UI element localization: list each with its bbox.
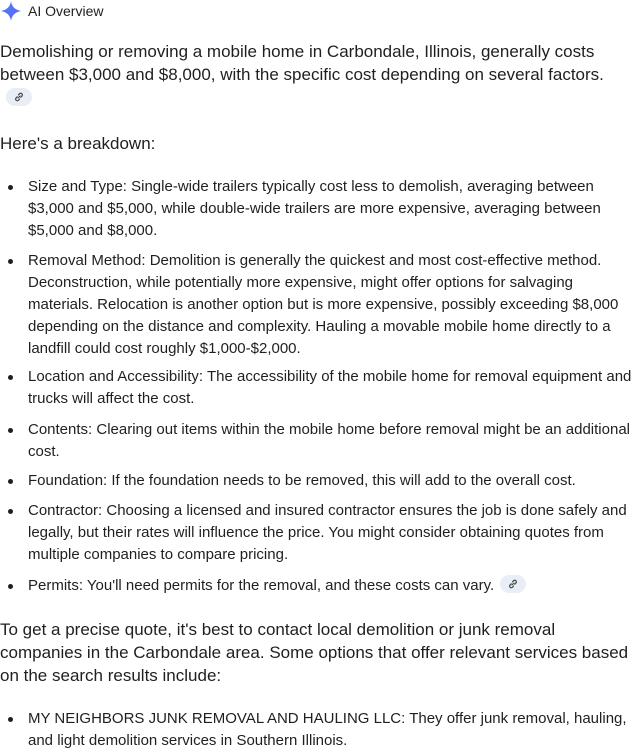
link-icon [13,91,25,103]
source-link-button[interactable] [6,88,32,106]
list-item-text: MY NEIGHBORS JUNK REMOVAL AND HAULING LLC: They offer junk removal, hauling, and light demolition services in Southern Illinois. [28,710,627,749]
closing-paragraph: To get a precise quote, it's best to contact local demolition or junk removal companies in the Carbondale area. Some options that offer relevant services based on the search results include: [0,620,629,685]
list-item-text: Size and Type: Single-wide trailers typically cost less to demolish, averaging between $3,000 and $5,000, while double-wide trailers are more expensive, averaging between $5,000 and $8,000. [28,178,601,239]
intro-text: Demolishing or removing a mobile home in Carbondale, Illinois, generally costs between $3,000 and $8,000, with the specific cost depending on several factors. [0,42,604,84]
list-item-text [28,575,631,597]
breakdown-heading: Here's a breakdown: [0,134,156,153]
ai-overview-header [0,1,103,21]
ai-overview-title: AI Overview [28,3,104,19]
list-item-text: Removal Method: Demolition is generally the quickest and most cost-effective method. Deconstruction, while potentially more expensive, might offer options for salvaging materials. Relocation is another option but is more expensive, possibly exceeding $8,000 depending on the distance and complexity. Hauling a movable mobile home directly to a landfill could cost roughly $1,000-$2,000. [28,252,619,357]
link-icon [507,578,519,590]
permits-text: Permits: You'll need permits for the removal, and these costs can vary. [28,577,495,594]
bullet-dot [8,479,13,484]
sparkle-icon [0,1,22,21]
list-item-text: Contractor: Choosing a licensed and insured contractor ensures the job is done safely and legally, but their rates will influence the price. You might consider obtaining quotes from multiple companies to compare pricing. [28,502,627,563]
list-item-text: Contents: Clearing out items within the mobile home before removal might be an additional cost. [28,421,630,460]
source-link-button[interactable] [500,575,526,593]
bullet-dot [8,428,13,433]
list-item-text: Foundation: If the foundation needs to be removed, this will add to the overall cost. [28,472,576,489]
intro-paragraph [0,40,631,109]
bullet-dot [8,185,13,190]
list-item-text: Location and Accessibility: The accessibility of the mobile home for removal equipment and trucks will affect the cost. [28,368,631,407]
bullet-dot [8,717,13,722]
bullet-dot [8,375,13,380]
bullet-dot [8,584,13,589]
bullet-dot [8,509,13,514]
bullet-dot [8,259,13,264]
